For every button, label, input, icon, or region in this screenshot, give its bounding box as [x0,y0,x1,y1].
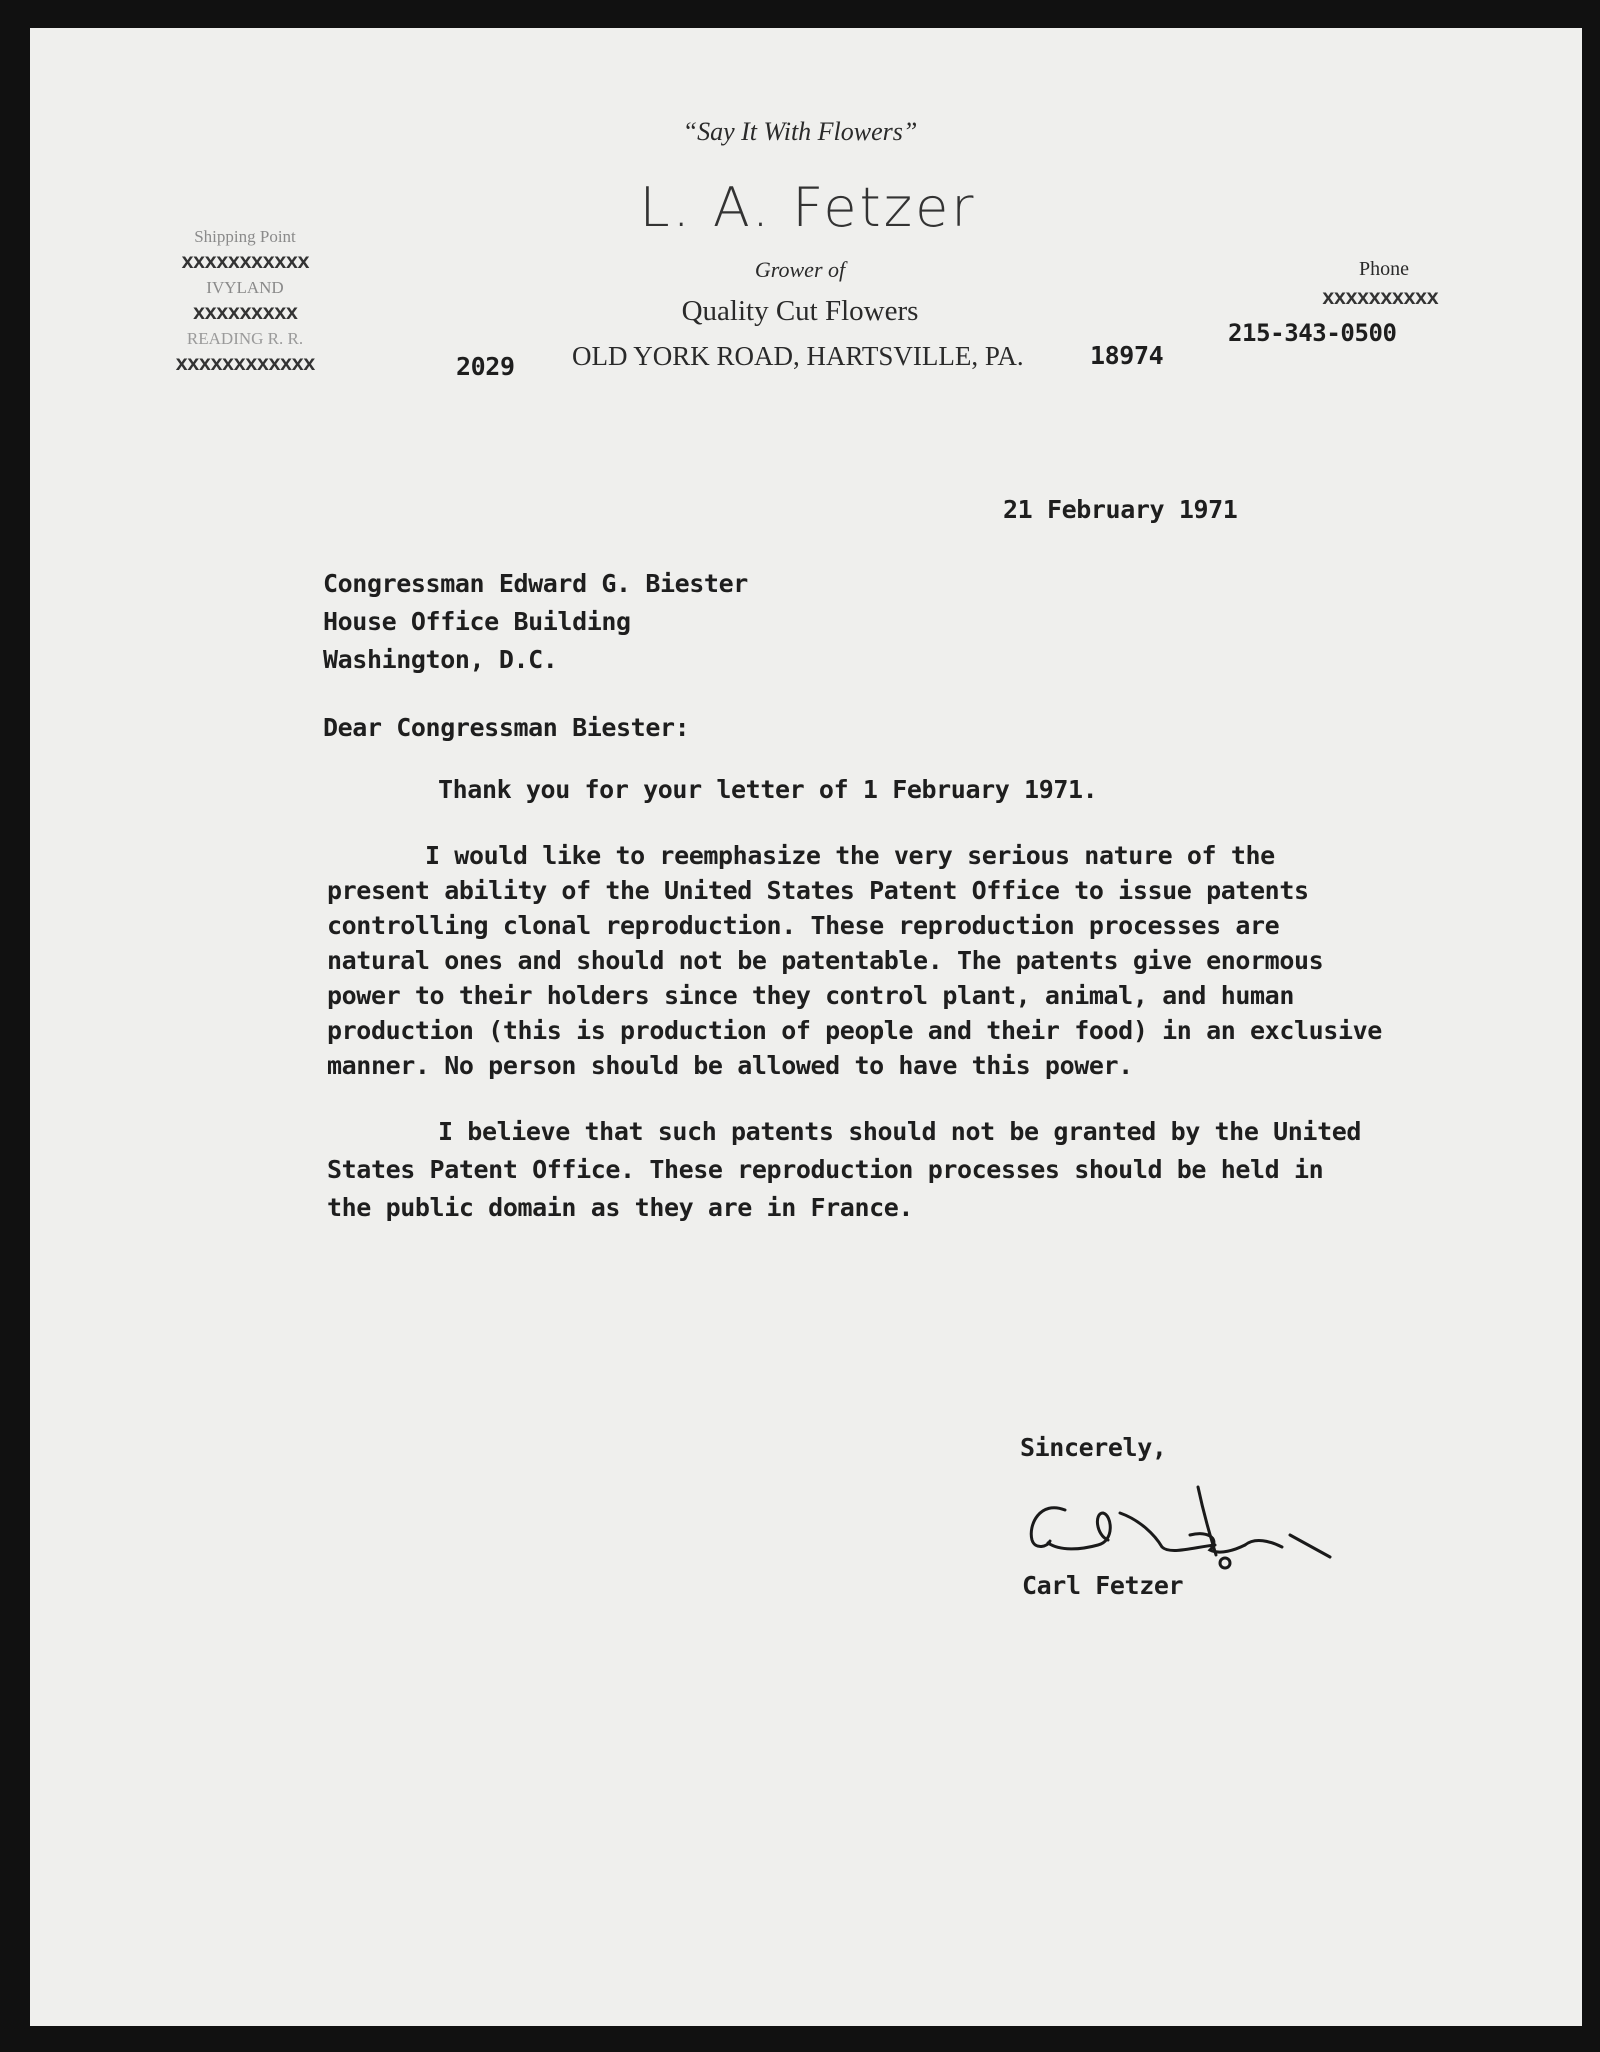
signature [1020,1475,1350,1575]
product-line: Quality Cut Flowers [681,295,919,327]
strikeout: xxxxxxxxxx [1321,288,1439,311]
strikeout: xxxxxxxxxxxx [175,354,315,377]
recipient-line: House Office Building [323,607,631,636]
paragraph-3-line: the public domain as they are in France. [327,1193,914,1222]
street-address: OLD YORK ROAD, HARTSVILLE, PA. [572,341,1024,371]
shipping-label: Shipping Point [194,227,296,246]
date: 21 February 1971 [1003,495,1238,524]
paragraph-3-line: States Patent Office. These reproduction processes should be held in [327,1155,1324,1184]
paragraph-2-line: production (this is production of people and their food) in an exclusive [327,1016,1382,1045]
slogan: “Say It With Flowers” [682,117,918,146]
recipient-line: Washington, D.C. [323,645,558,674]
paragraph-2-line: controlling clonal reproduction. These reproduction processes are [327,911,1280,940]
grower-of: Grower of [754,257,846,282]
shipping-place: IVYLAND [206,278,284,297]
strikeout: xxxxxxxxxxx [181,252,309,275]
paragraph-2-line: power to their holders since they control plant, animal, and human [327,981,1294,1010]
company-name: L. A. Fetzer [639,176,977,239]
paragraph-1: Thank you for your letter of 1 February 1971. [438,775,1098,804]
paragraph-2-line: natural ones and should not be patentable. The patents give enormous [327,946,1324,975]
signer-name: Carl Fetzer [1022,1571,1184,1600]
paragraph-3-line: I believe that such patents should not be granted by the United [438,1117,1362,1146]
zip-code: 18974 [1090,341,1164,370]
paragraph-2-line: manner. No person should be allowed to have this power. [327,1051,1133,1080]
paragraph-2-line: present ability of the United States Patent Office to issue patents [327,876,1309,905]
shipping-old: READING R. R. [186,329,304,348]
phone-number: 215-343-0500 [1228,319,1397,347]
closing: Sincerely, [1020,1433,1167,1462]
phone-label: Phone [1359,258,1409,280]
salutation: Dear Congressman Biester: [323,713,690,742]
street-number: 2029 [456,352,515,381]
strikeout: xxxxxxxxx [192,303,298,326]
recipient-line: Congressman Edward G. Biester [323,569,748,598]
paragraph-2-line: I would like to reemphasize the very serious nature of the [425,841,1275,870]
